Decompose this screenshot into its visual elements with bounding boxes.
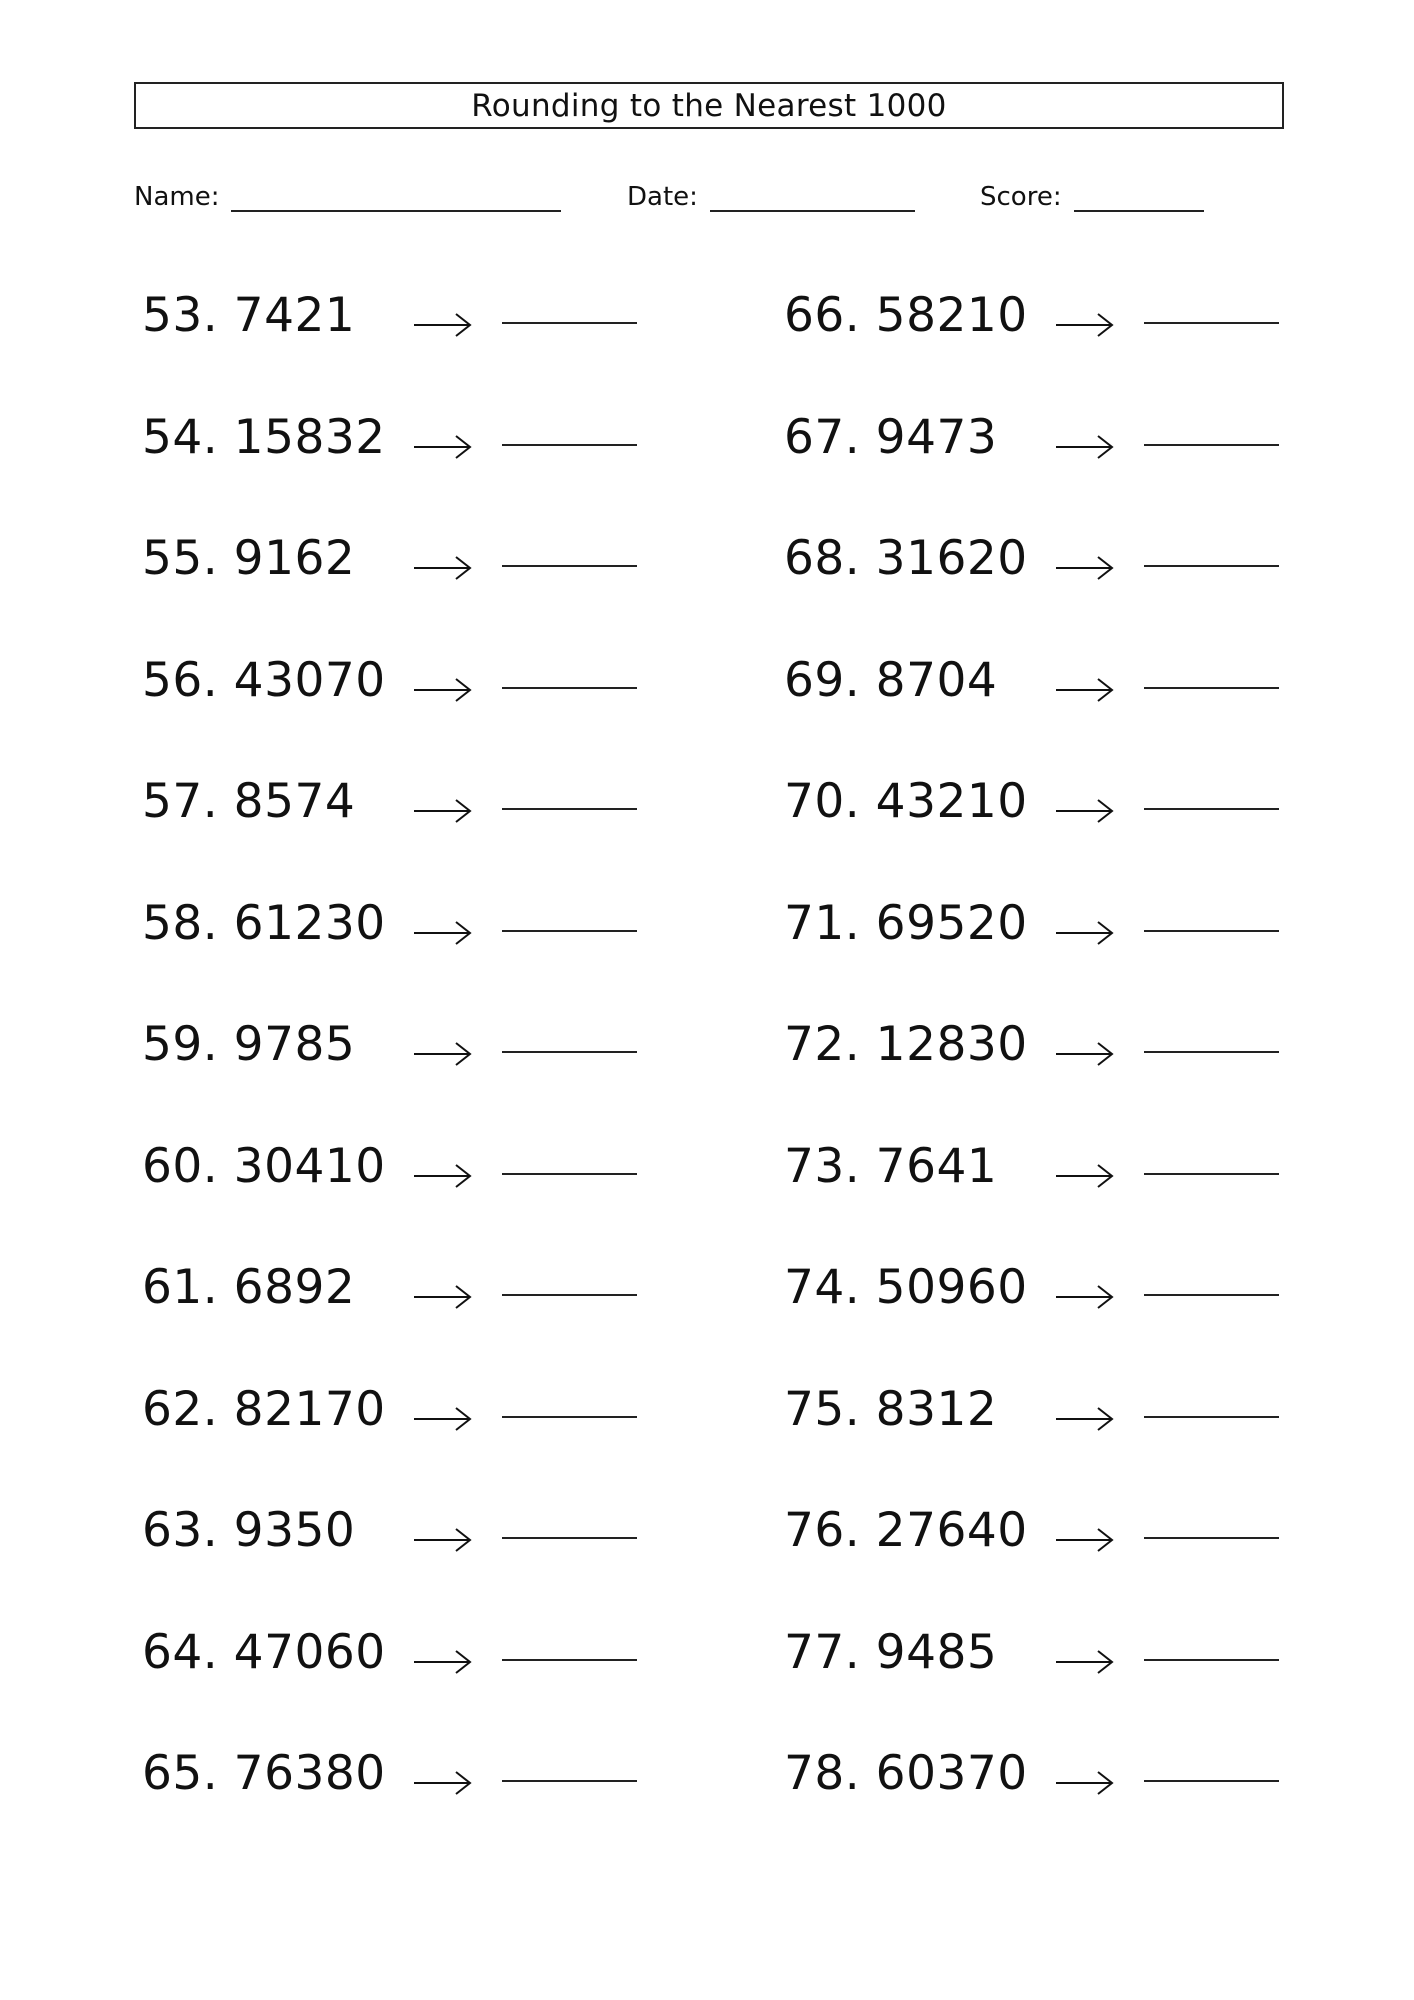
arrow-right-icon <box>412 1039 474 1069</box>
arrow-right-icon <box>1054 1647 1116 1677</box>
problem-number: 56. 43070 <box>142 652 386 708</box>
answer-line[interactable] <box>502 322 637 324</box>
problem-number: 64. 47060 <box>142 1624 386 1680</box>
problem-number: 72. 12830 <box>784 1017 1028 1072</box>
problem-number: 62. 82170 <box>142 1381 386 1437</box>
answer-line[interactable] <box>1144 444 1279 446</box>
answer-line[interactable] <box>502 1537 637 1539</box>
problem-number: 58. 61230 <box>142 895 386 951</box>
arrow-right-icon <box>1054 1282 1116 1312</box>
date-blank[interactable] <box>710 186 915 212</box>
name-blank[interactable] <box>231 186 561 212</box>
answer-line[interactable] <box>1144 1173 1279 1175</box>
problem-number: 54. 15832 <box>142 409 386 465</box>
arrow-right-icon <box>412 675 474 705</box>
answer-line[interactable] <box>1144 1416 1279 1418</box>
problem-item <box>784 280 1304 402</box>
answer-line[interactable] <box>1144 1294 1279 1296</box>
problem-item <box>142 888 662 1010</box>
arrow-right-icon <box>412 1768 474 1798</box>
answer-line[interactable] <box>1144 1780 1279 1782</box>
problem-number: 63. 9350 <box>142 1503 356 1558</box>
problem-item <box>784 523 1304 645</box>
arrow-right-icon <box>1054 918 1116 948</box>
problem-item <box>784 645 1304 767</box>
problem-number: 53. 7421 <box>142 288 356 343</box>
answer-line[interactable] <box>502 1173 637 1175</box>
answer-line[interactable] <box>1144 322 1279 324</box>
arrow-right-icon <box>1054 1404 1116 1434</box>
problem-item <box>142 402 662 524</box>
problem-item <box>784 1131 1304 1253</box>
answer-line[interactable] <box>502 1780 637 1782</box>
arrow-right-icon <box>1054 1768 1116 1798</box>
problem-number: 69. 8704 <box>784 652 998 708</box>
arrow-right-icon <box>1054 1525 1116 1555</box>
problem-number: 67. 9473 <box>784 409 998 465</box>
arrow-right-icon <box>1054 796 1116 826</box>
arrow-right-icon <box>412 1404 474 1434</box>
arrow-right-icon <box>412 432 474 462</box>
problem-number: 78. 60370 <box>784 1746 1028 1801</box>
score-label: Score: <box>980 182 1062 212</box>
problem-item <box>142 766 662 888</box>
problem-number: 74. 50960 <box>784 1260 1028 1315</box>
problem-number: 66. 58210 <box>784 288 1028 343</box>
date-field <box>627 180 915 212</box>
arrow-right-icon <box>1054 1161 1116 1191</box>
answer-line[interactable] <box>502 565 637 567</box>
problem-number: 73. 7641 <box>784 1138 998 1194</box>
problem-number: 76. 27640 <box>784 1503 1028 1558</box>
problem-item <box>142 1131 662 1253</box>
answer-line[interactable] <box>1144 1051 1279 1053</box>
answer-line[interactable] <box>1144 1659 1279 1661</box>
problem-item <box>784 1617 1304 1739</box>
problem-item <box>784 1495 1304 1617</box>
problem-item <box>142 523 662 645</box>
arrow-right-icon <box>412 1282 474 1312</box>
problem-item <box>142 1374 662 1496</box>
name-field <box>134 180 561 212</box>
arrow-right-icon <box>412 796 474 826</box>
problem-item <box>784 1009 1304 1131</box>
score-blank[interactable] <box>1074 186 1204 212</box>
answer-line[interactable] <box>502 1659 637 1661</box>
arrow-right-icon <box>1054 310 1116 340</box>
answer-line[interactable] <box>502 1051 637 1053</box>
arrow-right-icon <box>412 1161 474 1191</box>
problem-number: 59. 9785 <box>142 1017 356 1072</box>
arrow-right-icon <box>412 1525 474 1555</box>
problem-number: 75. 8312 <box>784 1381 998 1437</box>
problem-item <box>142 280 662 402</box>
answer-line[interactable] <box>502 808 637 810</box>
answer-line[interactable] <box>1144 1537 1279 1539</box>
arrow-right-icon <box>412 310 474 340</box>
score-field <box>980 180 1204 212</box>
problem-item <box>142 645 662 767</box>
answer-line[interactable] <box>1144 930 1279 932</box>
problem-item <box>784 1738 1304 1860</box>
problem-column-left <box>142 280 662 1860</box>
problem-number: 55. 9162 <box>142 531 356 586</box>
problem-item <box>142 1009 662 1131</box>
arrow-right-icon <box>412 918 474 948</box>
problem-item <box>784 766 1304 888</box>
arrow-right-icon <box>1054 675 1116 705</box>
answer-line[interactable] <box>1144 687 1279 689</box>
date-label: Date: <box>627 182 698 212</box>
arrow-right-icon <box>1054 432 1116 462</box>
problem-column-right <box>784 280 1304 1860</box>
problem-item <box>142 1252 662 1374</box>
problem-item <box>784 888 1304 1010</box>
worksheet-title: Rounding to the Nearest 1000 <box>134 82 1284 129</box>
problem-item <box>784 402 1304 524</box>
problem-number: 65. 76380 <box>142 1746 386 1801</box>
problem-number: 70. 43210 <box>784 774 1028 829</box>
problem-item <box>142 1495 662 1617</box>
problem-item <box>784 1252 1304 1374</box>
problem-number: 60. 30410 <box>142 1138 386 1194</box>
answer-line[interactable] <box>502 687 637 689</box>
answer-line[interactable] <box>502 1294 637 1296</box>
problem-item <box>784 1374 1304 1496</box>
arrow-right-icon <box>1054 553 1116 583</box>
answer-line[interactable] <box>502 1416 637 1418</box>
answer-line[interactable] <box>1144 808 1279 810</box>
arrow-right-icon <box>412 1647 474 1677</box>
problem-number: 61. 6892 <box>142 1260 356 1315</box>
problem-number: 57. 8574 <box>142 774 356 829</box>
arrow-right-icon <box>412 553 474 583</box>
name-label: Name: <box>134 182 220 212</box>
arrow-right-icon <box>1054 1039 1116 1069</box>
problem-number: 77. 9485 <box>784 1624 998 1680</box>
answer-line[interactable] <box>1144 565 1279 567</box>
problem-number: 71. 69520 <box>784 895 1028 951</box>
problem-item <box>142 1617 662 1739</box>
answer-line[interactable] <box>502 930 637 932</box>
problem-item <box>142 1738 662 1860</box>
answer-line[interactable] <box>502 444 637 446</box>
problem-number: 68. 31620 <box>784 531 1028 586</box>
